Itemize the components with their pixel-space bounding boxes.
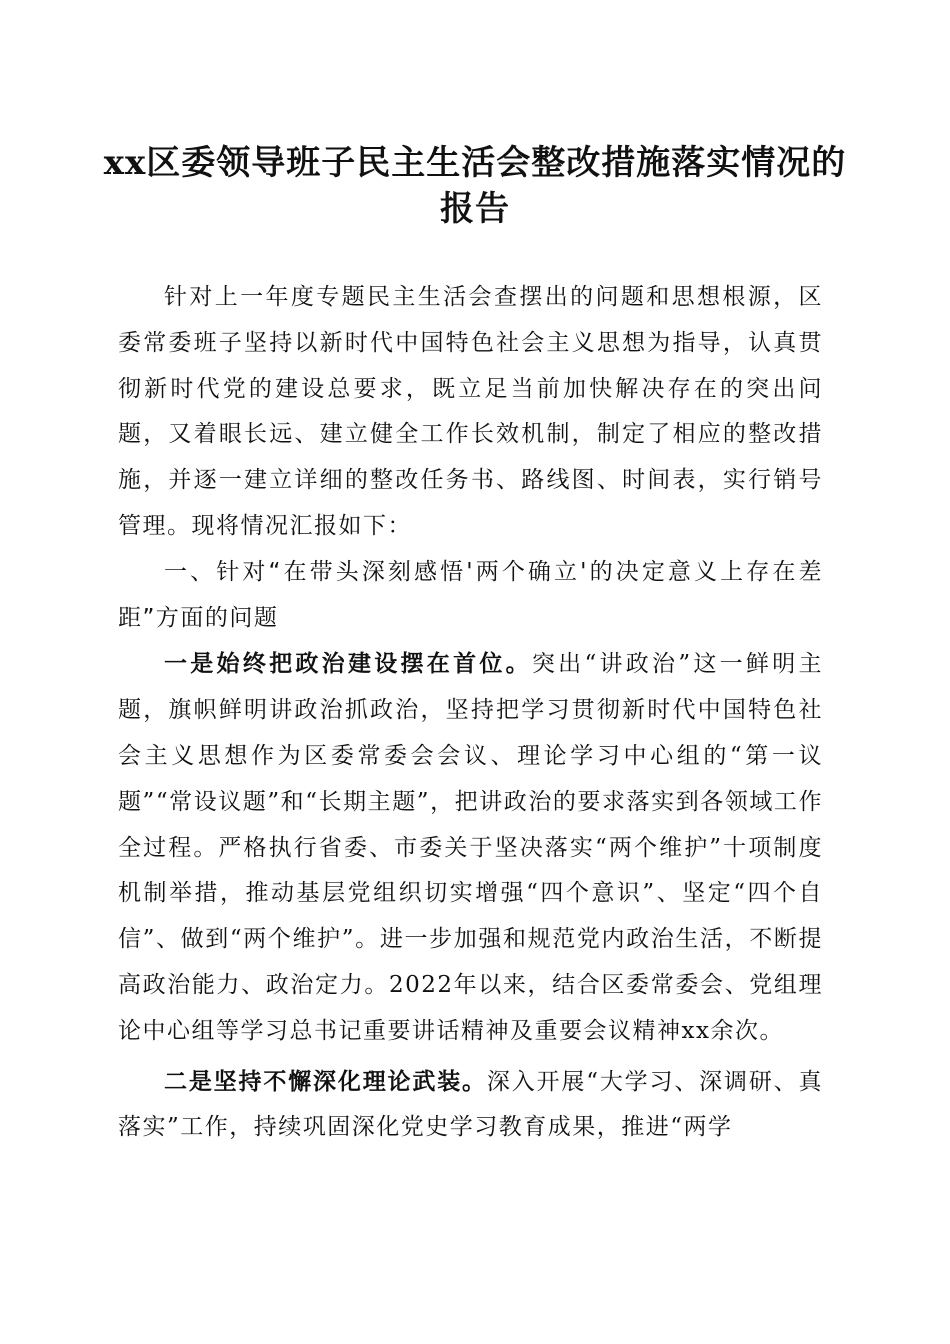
item-paragraph-1 [118, 641, 823, 1054]
item-lead-1: 一是始终把政治建设摆在首位。 [164, 650, 532, 678]
section-heading-1: 一、针对“在带头深刻感悟'两个确立'的决定意义上存在差距”方面的问题 [118, 558, 823, 631]
document-title: xx区委领导班子民主生活会整改措施落实情况的报告 [103, 143, 847, 229]
document-body [118, 275, 823, 1151]
item-lead-2: 二是坚持不懈深化理论武装。 [164, 1067, 487, 1095]
item-text-2: 深入开展“大学习、深调研、真落实”工作，持续巩固深化党史学习教育成果，推进“两学 [118, 1068, 824, 1141]
item-paragraph-2 [118, 1059, 823, 1152]
item-text-1: 突出“讲政治”这一鲜明主题，旗帜鲜明讲政治抓政治，坚持把学习贯彻新时代中国特色社会主义思想作为区委常委会会议、理论学习中心组的“第一议题”“常设议题”和“长期主题”，把讲政治的要求落实到各领域工作全过程。严格执行省委、市委关于坚决落实“两个维护”十项制度机制举措，推动基层党组织切实增强“四个意识”、坚定“四个自信”、做到“两个维护”。进一步加强和规范党内政治生活，不断提高政治能力、政治定力。2022年以来，结合区委常委会、党组理论中心组等学习总书记重要讲话精神及重要会议精神xx余次。 [118, 651, 823, 1044]
intro-paragraph: 针对上一年度专题民主生活会查摆出的问题和思想根源，区委常委班子坚持以新时代中国特色社会主义思想为指导，认真贯彻新时代党的建设总要求，既立足当前加快解决存在的突出问题，又着眼长远、建立健全工作长效机制，制定了相应的整改措施，并逐一建立详细的整改任务书、路线图、时间表，实行销号管理。现将情况汇报如下： [118, 284, 823, 539]
